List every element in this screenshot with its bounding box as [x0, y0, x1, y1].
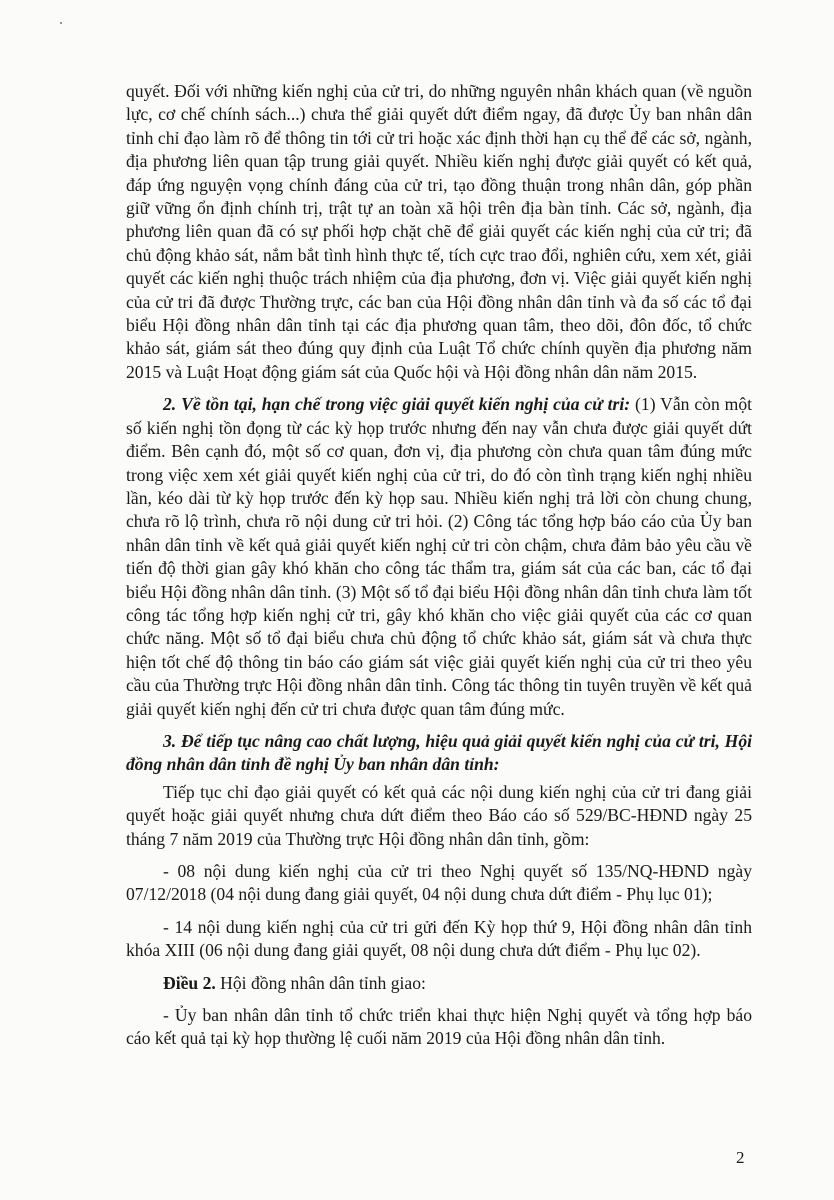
- section-2-heading: 2. Về tồn tại, hạn chế trong việc giải quyết kiến nghị của cử tri:: [163, 394, 631, 415]
- paragraph-text: - 14 nội dung kiến nghị của cử tri gửi đến Kỳ họp thứ 9, Hội đồng nhân dân tỉnh khóa XIII (06 nội dung đang giải quyết, 08 nội dung chưa dứt điểm - Phụ lục 02).: [126, 916, 752, 961]
- section-3-heading: 3. Để tiếp tục nâng cao chất lượng, hiệu quả giải quyết kiến nghị của cử tri, Hội đồng nhân dân tỉnh đề nghị Ủy ban nhân dân tỉnh:: [126, 730, 752, 775]
- list-item-resolution-135: [126, 860, 752, 907]
- page-number: 2: [736, 1148, 745, 1167]
- paragraph-section-2: [126, 393, 752, 721]
- paragraph-text: - 08 nội dung kiến nghị của cử tri theo Nghị quyết số 135/NQ-HĐND ngày 07/12/2018 (04 nội dung đang giải quyết, 04 nội dung chưa dứt điểm - Phụ lục 01);: [126, 861, 752, 905]
- paragraph-text: quyết. Đối với những kiến nghị của cử tri, do những nguyên nhân khách quan (về nguồn lực, cơ chế chính sách...) chưa thể giải quyết dứt điểm ngay, đã được Ủy ban nhân dân tỉnh chỉ đạo làm rõ để thông tin tới cử tri hoặc xác định thời hạn cụ thể để các sở, ngành, địa phương liên quan tập trung giải quyết. Nhiều kiến nghị được giải quyết có kết quả, đáp ứng nguyện vọng chính đáng của cử tri, tạo đồng thuận trong nhân dân, góp phần giữ vững ổn định chính trị, trật tự an toàn xã hội trên địa bàn tỉnh. Các sở, ngành, địa phương liên quan đã có sự phối hợp chặt chẽ để giải quyết các kiến nghị của cử tri; đã chủ động khảo sát, nắm bắt tình hình thực tế, tích cực trao đổi, nghiên cứu, xem xét, giải quyết các kiến nghị thuộc trách nhiệm của địa phương, đơn vị. Việc giải quyết kiến nghị của cử tri đã được Thường trực, các ban của Hội đồng nhân dân tỉnh và đa số các tổ đại biểu Hội đồng nhân dân tỉnh tại các địa phương quan tâm, theo dõi, đôn đốc, tổ chức khảo sát, giám sát theo đúng quy định của Luật Tổ chức chính quyền địa phương năm 2015 và Luật Hoạt động giám sát của Quốc hội và Hội đồng nhân dân năm 2015.: [126, 81, 752, 382]
- list-item-session-9: [126, 916, 752, 963]
- paragraph-text: Tiếp tục chỉ đạo giải quyết có kết quả các nội dung kiến nghị của cử tri đang giải quyết hoặc giải quyết nhưng chưa dứt điểm theo Báo cáo số 529/BC-HĐND ngày 25 tháng 7 năm 2019 của Thường trực Hội đồng nhân dân tỉnh, gồm:: [126, 781, 752, 849]
- document-body: [126, 80, 752, 1060]
- paragraph-section-3: [126, 730, 752, 777]
- paragraph-continue-directive: [126, 781, 752, 851]
- paragraph-article-2: [126, 972, 752, 995]
- list-item-implementation: [126, 1004, 752, 1051]
- paragraph-intro-continuation: [126, 80, 752, 384]
- paragraph-text: - Ủy ban nhân dân tỉnh tổ chức triển khai thực hiện Nghị quyết và tổng hợp báo cáo kết quả tại kỳ họp thường lệ cuối năm 2019 của Hội đồng nhân dân tỉnh.: [126, 1005, 752, 1049]
- article-2-heading: Điều 2.: [163, 972, 216, 993]
- paragraph-text: (1) Vẫn còn một số kiến nghị tồn đọng từ các kỳ họp trước nhưng đến nay vẫn chưa được giải quyết dứt điểm. Bên cạnh đó, một số cơ quan, đơn vị, địa phương còn chưa quan tâm đúng mức trong việc xem xét giải quyết kiến nghị của cử tri, do đó còn tình trạng kiến nghị nhiều lần, kéo dài từ kỳ họp trước đến kỳ họp sau. Nhiều kiến nghị trả lời còn chung chung, chưa rõ lộ trình, chưa rõ nội dung cử tri hỏi. (2) Công tác tổng hợp báo cáo của Ủy ban nhân dân tỉnh về kết quả giải quyết kiến nghị cử tri còn chậm, chưa đảm bảo yêu cầu về tiến độ thời gian gây khó khăn cho công tác thẩm tra, giám sát của các ban, các tổ đại biểu Hội đồng nhân dân tỉnh. (3) Một số tổ đại biểu Hội đồng nhân dân tỉnh chưa làm tốt công tác tổng hợp kiến nghị cử tri, gây khó khăn cho việc giải quyết của các cơ quan chức năng. Một số tổ đại biểu chưa chủ động tổ chức khảo sát, giám sát và chưa thực hiện tốt chế độ thông tin báo cáo giám sát việc giải quyết kiến nghị của cử tri theo yêu cầu của Thường trực Hội đồng nhân dân tỉnh. Công tác thông tin tuyên truyền về kết quả giải quyết kiến nghị đến cử tri chưa được quan tâm đúng mức.: [126, 394, 753, 719]
- paragraph-text: Hội đồng nhân dân tỉnh giao:: [215, 972, 426, 993]
- scan-speck: [60, 22, 62, 24]
